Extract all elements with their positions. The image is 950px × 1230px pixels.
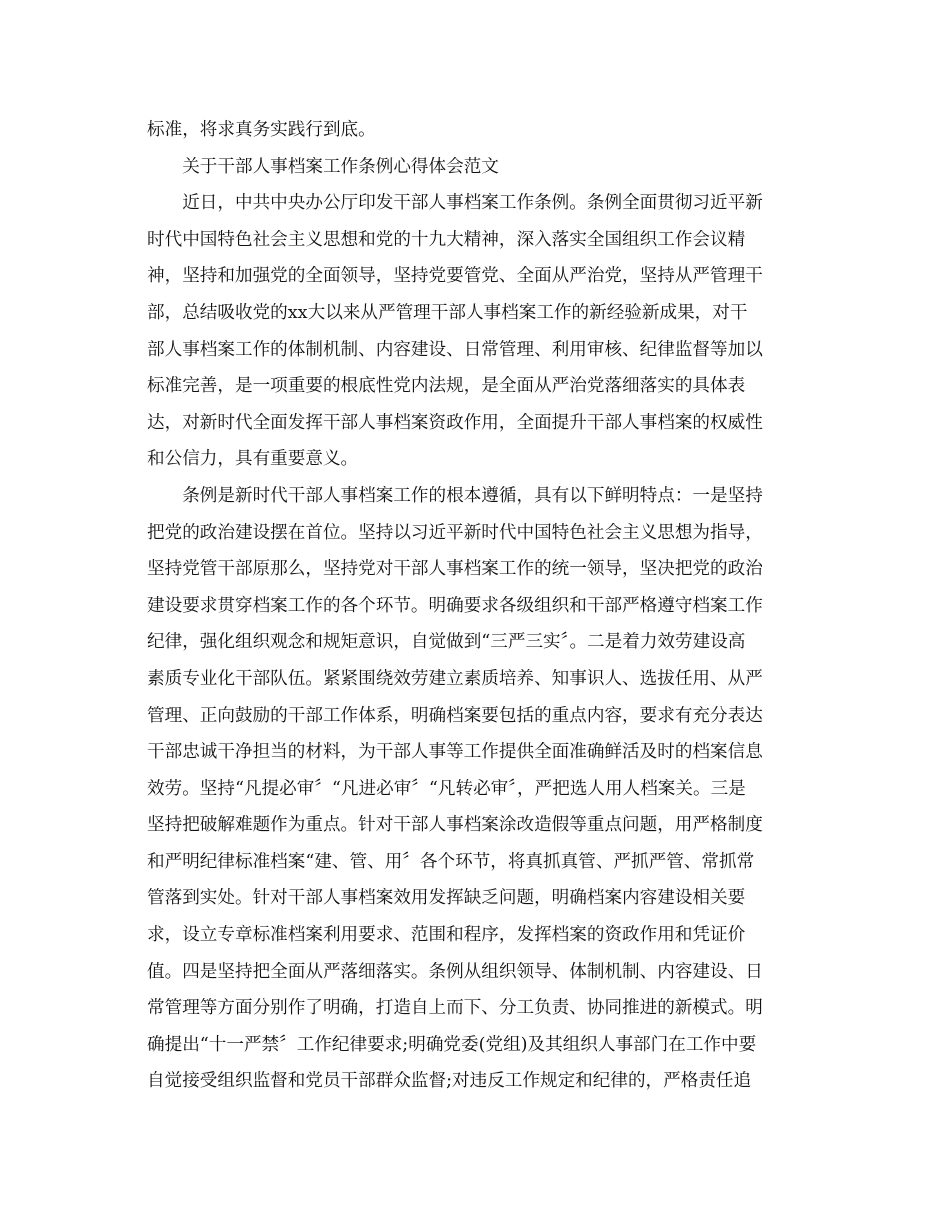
paragraph-2-line: 值。四是坚持把全面从严落细落实。条例从组织领导、体制机制、内容建设、日 [147,961,763,982]
paragraph-1-line: 时代中国特色社会主义思想和党的十九大精神，深入落实全国组织工作会议精 [147,229,746,250]
paragraph-2-line: 坚持把破解难题作为重点。针对干部人事档案涂改造假等重点问题，用严格制度 [147,815,763,836]
paragraph-2-line: 效劳。坚持“凡提必审〞“凡进必审〞“凡转必审〞，严把选人用人档案关。三是 [147,778,746,799]
paragraph-2-line: 常管理等方面分别作了明确，打造自上而下、分工负责、协同推进的新模式。明 [147,998,763,1019]
paragraph-2-line: 把党的政治建设摆在首位。坚持以习近平新时代中国特色社会主义思想为指导， [147,522,763,543]
paragraph-2-line: 管落到实处。针对干部人事档案效用发挥缺乏问题，明确档案内容建设相关要 [147,888,746,909]
carryover-line: 标准，将求真务实践行到底。 [147,120,376,140]
paragraph-2-line: 管理、正向鼓励的干部工作体系，明确档案要包括的重点内容，要求有充分表达 [147,705,763,726]
paragraph-1-line: 神，坚持和加强党的全面领导，坚持党要管党、全面从严治党，坚持从严管理干 [147,266,763,287]
paragraph-1-line: 近日，中共中央办公厅印发干部人事档案工作条例。条例全面贯彻习近平新 [182,193,763,214]
paragraph-2-line: 纪律，强化组织观念和规矩意识，自觉做到“三严三实〞。二是着力效劳建设高 [147,632,746,653]
paragraph-2-line: 建设要求贯穿档案工作的各个环节。明确要求各级组织和干部严格遵守档案工作 [147,595,763,616]
paragraph-2-line: 求，设立专章标准档案利用要求、范围和程序，发挥档案的资政作用和凭证价 [147,925,746,946]
paragraph-1 [147,185,807,478]
paragraph-1-line: 达，对新时代全面发挥干部人事档案资政作用，全面提升干部人事档案的权威性 [147,412,763,433]
paragraph-2-line: 自觉接受组织监督和党员干部群众监督;对违反工作规定和纪律的，严格责任追 [147,1071,752,1092]
paragraph-1-line: 部人事档案工作的体制机制、内容建设、日常管理、利用审核、纪律监督等加以 [147,339,763,360]
paragraph-1-line: 部，总结吸收党的xx大以来从严管理干部人事档案工作的新经验新成果，对干 [147,302,748,323]
document-body [147,112,807,1100]
paragraph-2-line: 素质专业化干部队伍。紧紧围绕效劳建立素质培养、知事识人、选拔任用、从严 [147,668,763,689]
paragraph-2-line: 干部忠诚干净担当的材料，为干部人事等工作提供全面准确鲜活及时的档案信息 [147,742,763,763]
paragraph-2-line: 坚持党管干部原那么，坚持党对干部人事档案工作的统一领导，坚决把党的政治 [147,559,763,580]
paragraph-2-line: 确提出“十一严禁〞工作纪律要求;明确党委(党组)及其组织人事部门在工作中要 [147,1034,757,1055]
paragraph-2 [147,478,807,1100]
paragraph-2-line: 条例是新时代干部人事档案工作的根本遵循，具有以下鲜明特点：一是坚持 [182,485,763,506]
paragraph-1-line: 标准完善，是一项重要的根底性党内法规，是全面从严治党落细落实的具体表 [147,376,746,397]
paragraph-2-line: 和严明纪律标准档案“建、管、用〞各个环节，将真抓真管、严抓严管、常抓常 [147,851,755,872]
paragraph-1-line: 和公信力，具有重要意义。 [147,449,359,470]
document-title: 关于干部人事档案工作条例心得体会范文 [182,156,499,177]
